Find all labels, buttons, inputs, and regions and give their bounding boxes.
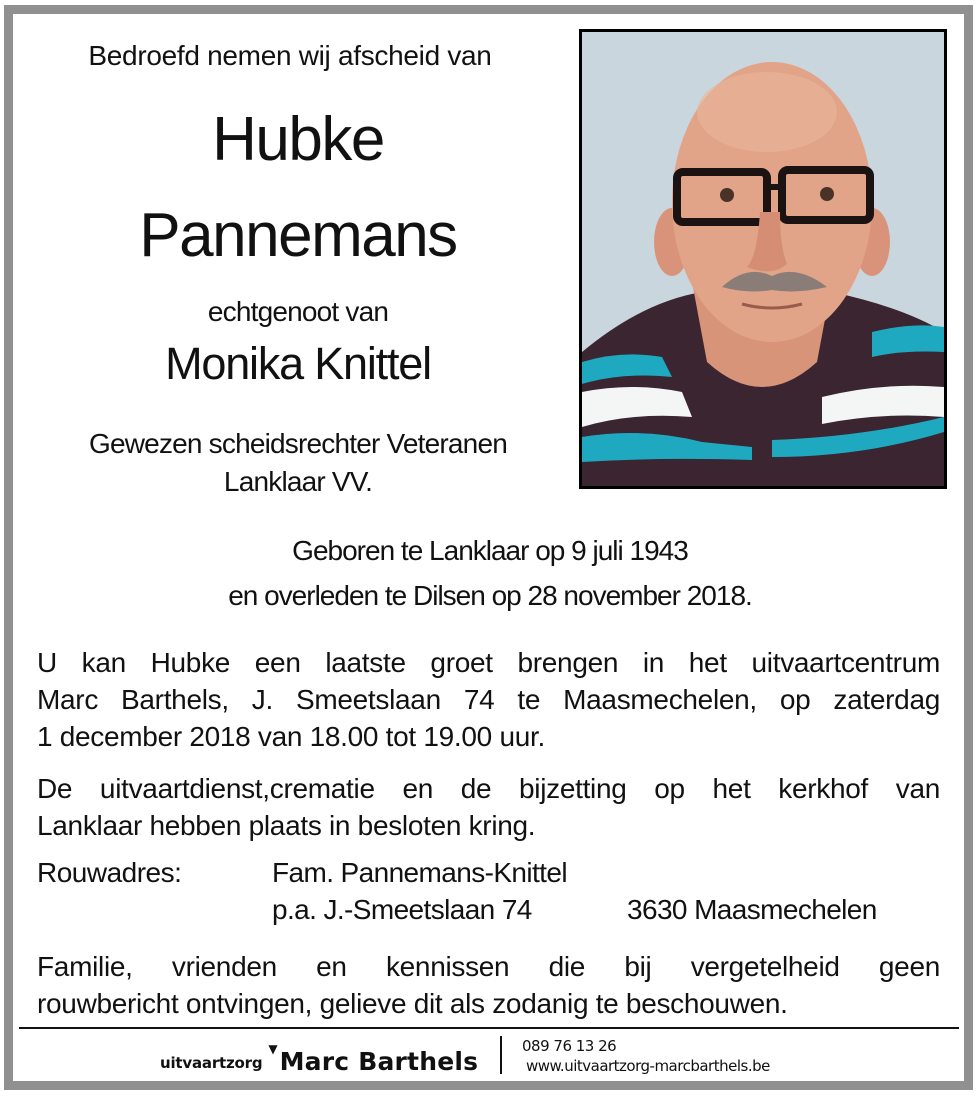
portrait-illustration [582,32,944,486]
funeral-home-logo [160,1040,478,1076]
brand-prefix: uitvaartzorg [160,1054,263,1072]
spouse-label: echtgenoot van [207,296,389,327]
footer-phone: 089 76 13 26 [522,1037,617,1055]
triangle-marker-icon: ▼ [268,1042,278,1056]
birth-line: Geboren te Lanklaar op 9 juli 1943 [292,535,688,566]
ceremony-line: De uitvaartdienst,crematie en de bijzetting op het kerkhof van [37,773,940,804]
footer-website-link[interactable]: www.uitvaartzorg-marcbarthels.be [526,1057,770,1075]
role-line-2: Lanklaar VV. [223,466,373,497]
visitation-paragraph [37,644,940,755]
deceased-last-name: Pannemans [139,201,457,270]
closing-line: Familie, vrienden en kennissen die bij vergetelheid geen [37,951,940,982]
visitation-line: U kan Hubke een laatste groet brengen in het uitvaartcentrum [37,647,940,678]
death-line: en overleden te Dilsen op 28 november 2018. [228,580,752,611]
address-street: p.a. J.-Smeetslaan 74 [272,894,532,925]
role-line-1: Gewezen scheidsrechter Veteranen [89,428,507,459]
closing-line: rouwbericht ontvingen, gelieve dit als zodanig te beschouwen. [37,988,788,1019]
spouse-name: Monika Knittel [165,338,431,389]
closing-paragraph [37,948,940,1022]
ceremony-line: Lanklaar hebben plaats in besloten kring. [37,810,536,841]
intro-text: Bedroefd nemen wij afscheid van [88,40,492,71]
brand-name: Marc Barthels [279,1047,479,1076]
address-label: Rouwadres: [37,857,182,888]
portrait-photo [579,29,947,489]
visitation-line: Marc Barthels, J. Smeetslaan 74 te Maasmechelen, op zaterdag [37,684,940,715]
footer-separator [500,1036,502,1074]
footer-divider [19,1027,959,1029]
address-family: Fam. Pannemans-Knittel [272,857,567,888]
deceased-first-name: Hubke [212,105,384,174]
visitation-line: 1 december 2018 van 18.00 tot 19.00 uur. [37,721,545,752]
ceremony-paragraph [37,770,940,844]
address-city: 3630 Maasmechelen [627,894,877,925]
